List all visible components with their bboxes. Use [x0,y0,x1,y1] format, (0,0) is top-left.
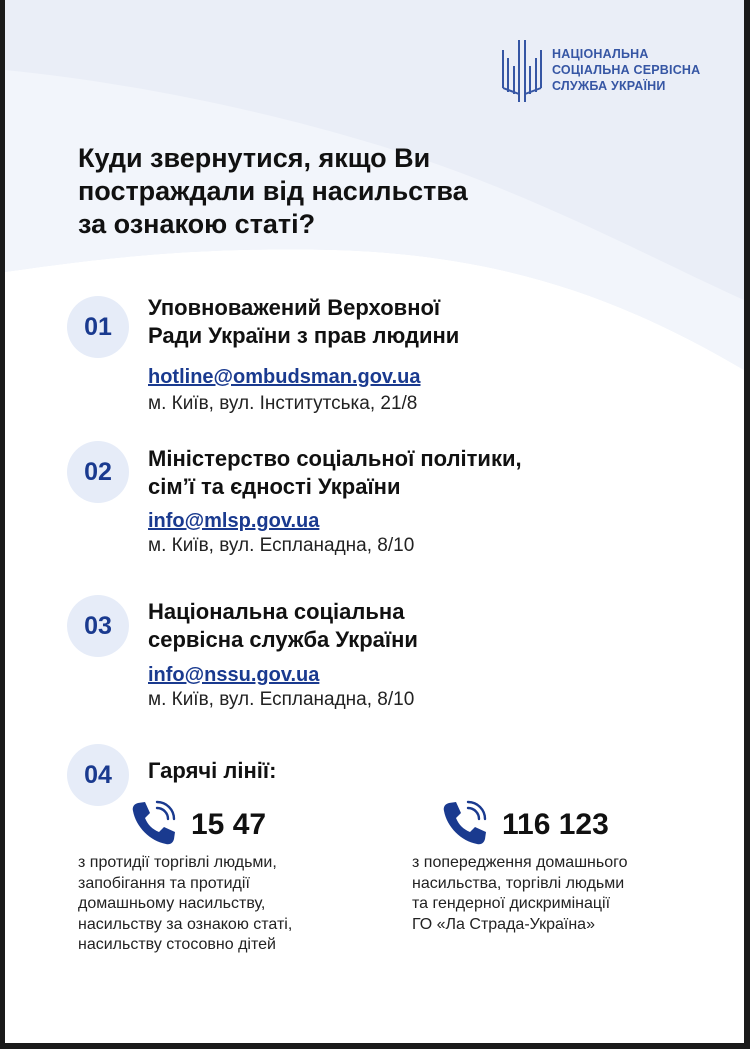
logo-line: СОЦІАЛЬНА СЕРВІСНА [552,63,701,77]
description-line: насильства, торгівлі людьми [412,874,625,892]
logo-line: НАЦІОНАЛЬНА [552,47,649,61]
section-title-line: сервісна служба України [148,627,418,652]
section-title-nssu [148,598,418,654]
logo-line: СЛУЖБА УКРАЇНИ [552,79,666,93]
description-line: ГО «Ла Страда-Україна» [412,915,595,933]
section-number-03: 03 [67,595,129,657]
title-line: за ознакою статі? [78,209,316,239]
page-title [78,142,598,241]
email-link-ministry[interactable]: info@mlsp.gov.ua [148,510,320,532]
logo-text [552,46,700,94]
section-title-ministry [148,445,522,501]
section-title-hotlines: Гарячі лінії: [148,758,277,783]
phone-icon [440,798,492,846]
section-number-04: 04 [67,744,129,806]
description-line: запобігання та протидії [78,874,250,892]
section-title-line: сім’ї та єдності України [148,474,401,499]
section-title-line: Національна соціальна [148,599,405,624]
hotline-description-1547 [78,853,292,956]
description-line: з протидії торгівлі людьми, [78,854,277,871]
hotline-number-1547[interactable]: 15 47 [191,808,267,841]
address-ministry: м. Київ, вул. Еспланадна, 8/10 [148,535,415,556]
title-line: постраждали від насильства [78,176,468,206]
section-title-line: Ради України з прав людини [148,323,460,348]
address-nssu: м. Київ, вул. Еспланадна, 8/10 [148,689,415,710]
section-number-02: 02 [67,441,129,503]
page [5,0,744,1043]
section-title-ombudsman [148,294,459,350]
email-link-ombudsman[interactable]: hotline@ombudsman.gov.ua [148,366,421,388]
section-title-line: Уповноважений Верховної [148,295,441,320]
hotline-number-116123[interactable]: 116 123 [502,808,609,841]
hotline-description-116123 [412,853,628,935]
description-line: насильству за ознакою статі, [78,915,293,933]
section-number-01: 01 [67,296,129,358]
section-title-line: Міністерство соціальної політики, [148,446,522,471]
title-line: Куди звернутися, якщо Ви [78,143,431,173]
address-ombudsman: м. Київ, вул. Інститутська, 21/8 [148,393,418,414]
phone-icon [129,798,181,846]
trident-emblem-icon [500,36,544,104]
description-line: та гендерної дискримінації [412,895,611,912]
description-line: домашньому насильству, [78,895,266,912]
description-line: насильству стосовно дітей [78,936,276,953]
description-line: з попередження домашнього [412,854,628,871]
logo [500,36,700,104]
email-link-nssu[interactable]: info@nssu.gov.ua [148,664,320,686]
